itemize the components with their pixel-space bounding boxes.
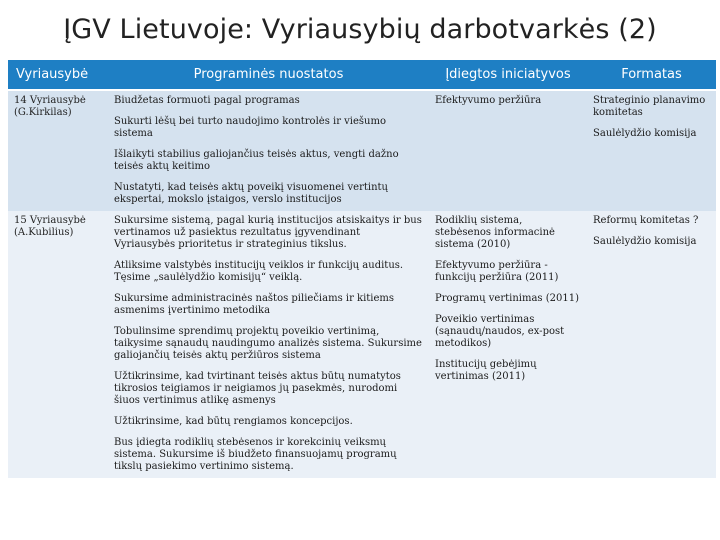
initiative-item: Efektyvumo peržiūra - funkcijų peržiūra (2011) (435, 260, 559, 283)
provisions-cell (108, 211, 429, 478)
provision-item: Biudžetas formuoti pagal programas (114, 95, 300, 106)
initiative-item: Efektyvumo peržiūra (435, 95, 542, 106)
format-item: Reformų komitetas ? (593, 215, 699, 226)
initiative-item: Poveikio vertinimas (sąnaudų/naudos, ex-post metodikos) (435, 314, 565, 349)
provision-item: Tobulinsime sprendimų projektų poveikio vertinimą, taikysime sąnaudų naudingumo analizės sistema. Sukursime galiojančių teisės aktų peržiūros sistema (114, 326, 422, 361)
initiative-item: Institucijų gebėjimų vertinimas (2011) (435, 359, 537, 382)
initiatives-cell (429, 211, 587, 478)
provisions-cell (108, 91, 429, 211)
government-name: 14 Vyriausybė (G.Kirkilas) (14, 95, 86, 118)
table-row (8, 211, 716, 478)
government-cell (8, 91, 108, 211)
format-item: Saulėlydžio komisija (593, 128, 697, 139)
government-cell (8, 211, 108, 478)
format-item: Strateginio planavimo komitetas (593, 95, 706, 118)
government-agenda-table (8, 60, 716, 478)
provision-item: Užtikrinsime, kad tvirtinant teisės aktus būtų numatytos tikrosios teigiamos ir neigiamos jų pasekmės, nurodomi šiuos vertinimus atlikę asmenys (114, 371, 401, 406)
format-cell (587, 211, 716, 478)
header-government: Vyriausybė (8, 60, 108, 91)
provision-item: Užtikrinsime, kad būtų rengiamos koncepcijos. (114, 416, 353, 427)
provision-item: Sukurti lėšų bei turto naudojimo kontrolės ir viešumo sistema (114, 116, 386, 139)
table-header-row (8, 60, 716, 91)
initiative-item: Programų vertinimas (2011) (435, 293, 579, 304)
header-initiatives: Įdiegtos iniciatyvos (429, 60, 587, 91)
government-name: 15 Vyriausybė (A.Kubilius) (14, 215, 86, 238)
provision-item: Atliksime valstybės institucijų veiklos ir funkcijų auditus. Tęsime „saulėlydžio komisijų“ veiklą. (114, 260, 404, 283)
provision-item: Sukursime administracinės naštos piliečiams ir kitiems asmenims įvertinimo metodika (114, 293, 395, 316)
page-title: ĮGV Lietuvoje: Vyriausybių darbotvarkės (2) (63, 14, 657, 45)
provision-item: Bus įdiegta rodiklių stebėsenos ir korekcinių veiksmų sistema. Sukursime iš biudžeto finansuojamų programų tikslų pasiekimo vertinimo sistemą. (114, 437, 397, 472)
initiatives-cell (429, 91, 587, 211)
initiative-item: Rodiklių sistema, stebėsenos informacinė sistema (2010) (435, 215, 555, 250)
provision-item: Nustatyti, kad teisės aktų poveikį visuomenei vertintų ekspertai, mokslo įstaigos, verslo institucijos (114, 182, 388, 205)
provision-item: Sukursime sistemą, pagal kurią institucijos atsiskaitys ir bus vertinamos už pasiektus rezultatus įgyvendinant Vyriausybės prioritetus ir strateginius tikslus. (114, 215, 422, 250)
provision-item: Išlaikyti stabilius galiojančius teisės aktus, vengti dažno teisės aktų keitimo (114, 149, 399, 172)
header-format: Formatas (587, 60, 716, 91)
header-provisions: Programinės nuostatos (108, 60, 429, 91)
format-cell (587, 91, 716, 211)
format-item: Saulėlydžio komisija (593, 236, 697, 247)
table-row (8, 91, 716, 211)
